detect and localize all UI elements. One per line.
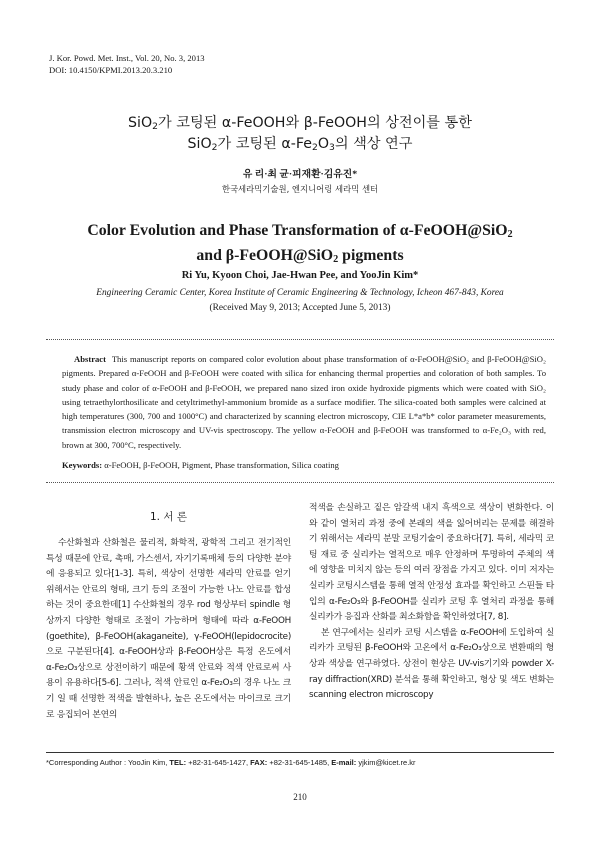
korean-affiliation: 한국세라믹기술원, 엔지니어링 세라믹 센터 [221,184,379,194]
abstract-text: This manuscript reports on compared color evolution about phase transformation of α-FeOOH@SiO₂ and β-FeOOH@SiO₂ pigments. Prepared α-FeOOH and β-FeOOH were coated with silica for enhancing thermal properties and coloration of both samples. To study phase and color of α-FeOOH and β-FeOOH, we prepared nano sized iron oxide hydroxide pigments which were coated with SiO₂ using tetraethylorthosilicate and cetyltrimethyl-ammonium bromide as a surface modifier. The silica-coated both samples were calcined at high temperatures (300, 700 and 1000°C) and characterized by scanning electron microscopy, CIE L*a*b* color parameter measurements, transmission electron microscopy and UV-vis spectroscopy. The yellow α-FeOOH and β-FeOOH was transformed to α-Fe₂O₃ with red, brown at 300, 700°C, respectively. [62,354,546,450]
abstract [62,352,546,452]
journal-doi: DOI: 10.4150/KPMI.2013.20.3.210 [49,65,173,75]
korean-authors: 유 리·최 균·피재환·김유진* [242,169,358,180]
english-title-line-2: and β-FeOOH@SiO$_2$ pigments [196,247,404,265]
right-column [309,501,554,704]
section-heading: 1. 서 론 [150,511,187,523]
right-paragraph-2: 본 연구에서는 실리카 코팅 시스템을 α-FeOOH에 도입하여 실리카가 코팅된 β-FeOOH와 고온에서 α-Fe₂O₃상으로 변환때의 형상과 색상을 연구하였다. 상전이 현상은 UV-vis기기와 powder X-ray diffraction(XRD) 분석을 통해 확인하고, 형상 및 색도 변화는 scanning electron microscopy [309,627,554,701]
left-paragraph-1: 수산화철과 산화철은 물리적, 화학적, 광학적 그리고 전기적인 특성 때문에 안료, 촉매, 가스센서, 자기기록매체 등의 다양한 분야에 응용되고 있다[1-3]. 특히, 색상이 선명한 세라믹 안료를 얻기 위해서는 안료의 형태, 크기 등의 조절이 가능한 나노 안료를 합성하는 것이 중요한데[1] 수산화철의 경우 rod 형상부터 spindle 형상까지 다양한 형태로 조절이 가능하며 형태에 따라 α-FeOOH (goethite), β-FeOOH(akaganeite), γ-FeOOH(lepidocrocite)으로 구분된다[4]. α-FeOOH상과 β-FeOOH상은 특정 온도에서 α-Fe₂O₃상으로 상전이하기 때문에 황색 안료와 적색 안료로써 사용이 유용하다[5-6]. 그러나, 적색 안료인 α-Fe₂O₃의 경우 나노 크기 일 때 선명한 적색을 발현하나, 높은 온도에서는 마이크로 크기로 응집되어 본연의 [46,538,291,720]
right-paragraph-1: 적색을 손실하고 짙은 암갈색 내지 흑색으로 색상이 변화한다. 이와 같이 열처리 과정 중에 본래의 색을 잃어버리는 문제를 해결하기 위해서는 세라믹 분말 코팅기술이 중요하다[7]. 특히, 세라믹 코팅 재료 중 실리카는 열적으로 매우 안정하며 투명하여 주체의 색에 영향을 미치지 않는 등의 여러 장점을 가지고 있다. 이미 저자는 실리카 코팅시스템을 통해 열적 안정성 효과를 확인하고 스핀들 타입의 α-Fe₂O₃와 β-FeOOH를 실리카 코팅 후 열처리 과정을 통해 실리카가 응집과 산화를 최소화함을 확인하였다[7, 8]. [309,503,554,623]
abstract-label: Abstract [74,354,106,364]
footnote-rule [46,752,554,753]
keywords [62,460,339,470]
keywords-label: Keywords: [62,460,103,470]
korean-title-line-2: SiO$_2$가 코팅된 $\alpha-Fe_2O_3$의 색상 연구 [187,136,413,153]
corresponding-author-footnote: *Corresponding Author : YooJin Kim, TEL: +82-31-645-1427, FAX: +82-31-645-1485, E-mail: yjkim@kicet.re.kr [46,758,416,767]
english-title [0,220,600,270]
english-authors: Ri Yu, Kyoon Choi, Jae-Hwan Pee, and YooJin Kim* [181,270,419,281]
left-column [46,536,291,723]
english-title-line-1: Color Evolution and Phase Transformation of α-FeOOH@SiO$_2$ [87,222,513,240]
page-number: 210 [293,792,307,802]
divider-top [46,339,554,340]
korean-title-line-1: SiO$_2$가 코팅된 α-FeOOH와 β-FeOOH의 상전이를 통한 [128,115,472,132]
email-link: yjkim@kicet.re.kr [358,758,416,767]
divider-bottom [46,482,554,483]
received-dates: (Received May 9, 2013; Accepted June 5, 2013) [209,303,391,313]
english-affiliation: Engineering Ceramic Center, Korea Institute of Ceramic Engineering & Technology, Icheon 467-843, Korea [96,288,504,298]
journal-line-1: J. Kor. Powd. Met. Inst., Vol. 20, No. 3, 2013 [49,53,205,63]
journal-citation [49,52,205,76]
keywords-text: α-FeOOH, β-FeOOH, Pigment, Phase transformation, Silica coating [104,460,339,470]
